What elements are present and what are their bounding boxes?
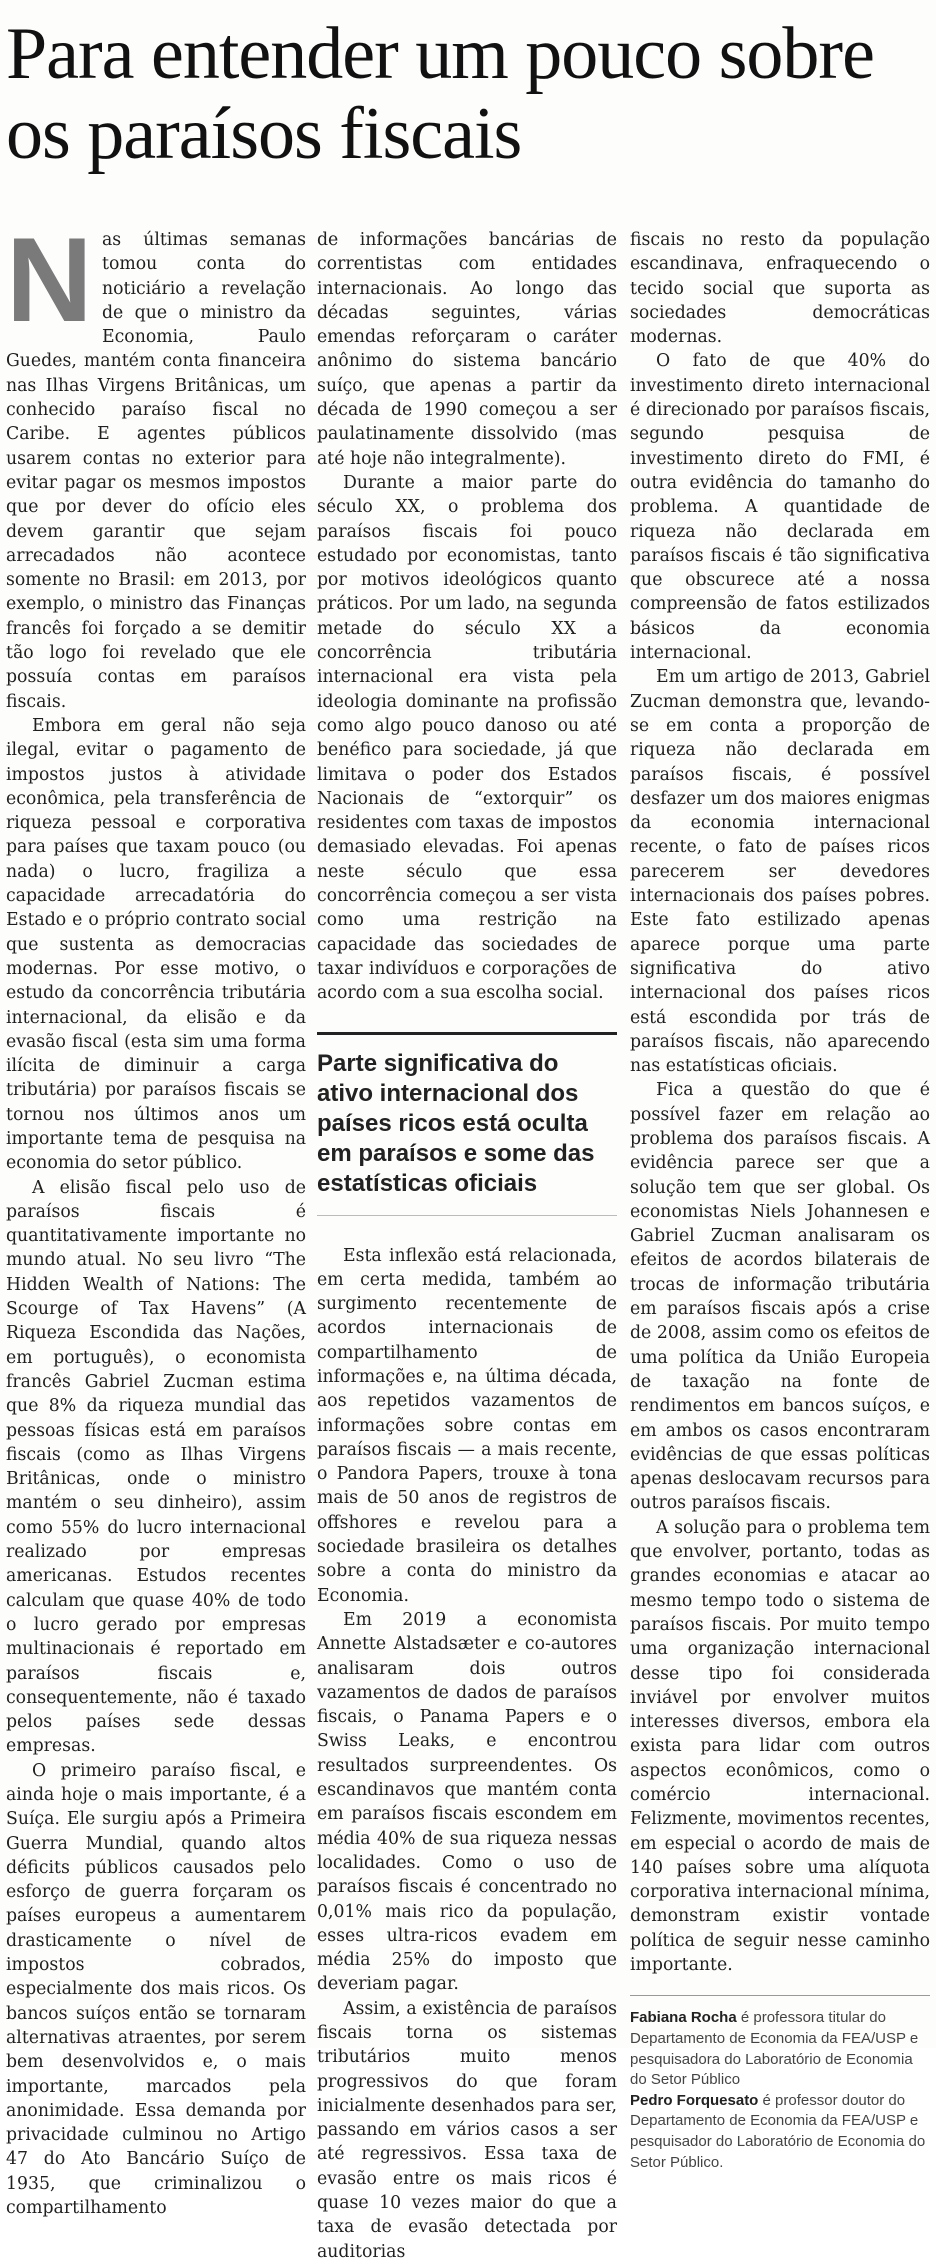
author-bios bbox=[630, 1995, 930, 2173]
author-bio bbox=[630, 2091, 930, 2173]
article-paragraph: Em 2019 a economista Annette Alstadsæter e co-autores analisaram dois outros vazamentos de dados de paraísos fiscais, o Panama Papers e o Swiss Leaks, e encontrou resultados surpreendentes. Os escandinavos que mantém conta em paraísos fiscais escondem em média 40% de sua riqueza nessas localidades. Como o uso de paraísos fiscais é concentrado no 0,01% mais rico da população, esses ultra-ricos evadem em média 25% do imposto que deveriam pagar. bbox=[317, 1609, 617, 1995]
article-column-2 bbox=[317, 228, 617, 2264]
article-paragraph: Esta inflexão está relacionada, em certa medida, também ao surgimento recentemente de acordos internacionais de compartilhamento de informações e, na última década, aos repetidos vazamentos de informações sobre contas em paraísos fiscais — a mais recente, o Pandora Papers, trouxe à tona mais de 50 anos de registros de offshores e revelou para a sociedade brasileira os detalhes sobre a conta do ministro da Economia. bbox=[317, 1245, 617, 1606]
article-paragraph: Embora em geral não seja ilegal, evitar o pagamento de impostos justos à atividade econômica, pela transferência de riqueza pessoal e corporativa para países que taxam pouco (ou nada) o lucro, fragiliza a capacidade arrecadatória do Estado e o próprio contrato social que sustenta as democracias modernas. Por esse motivo, o estudo da concorrência tributária internacional, da elisão e da evasão fiscal (esta sim uma forma ilícita de diminuir a carga tributária) por paraísos fiscais se tornou nos últimos anos um importante tema de pesquisa na economia do setor público. bbox=[6, 715, 306, 1174]
author-description: é professor doutor do Departamento de Economia da FEA/USP e pesquisador do Laboratório de Economia do Setor Público. bbox=[630, 2091, 926, 2171]
article-paragraph: A solução para o problema tem que envolver, portanto, todas as grandes economias e atacar ao mesmo tempo todo o sistema de paraísos fiscais. Por muito tempo uma organização internacional desse tipo foi considerada inviável por envolver muitos interesses diversos, embora ela exista para lidar com outros aspectos econômicos, como o comércio internacional. Felizmente, movimentos recentes, em especial o acordo de mais de 140 países sobre uma alíquota corporativa internacional mínima, demonstram existir vontade política de seguir nesse caminho importante. bbox=[630, 1517, 930, 1976]
article-paragraph: Durante a maior parte do século XX, o problema dos paraísos fiscais foi pouco estudado por economistas, tanto por motivos ideológicos quanto práticos. Por um lado, na segunda metade do século XX a concorrência tributária internacional era vista pela ideologia dominante na profissão como algo pouco danoso ou até benéfico para sociedade, já que limitava o poder dos Estados Nacionais de “extorquir” os residentes com taxas de impostos demasiado elevadas. Foi apenas neste século que essa concorrência começou a ser vista como uma restrição na capacidade das sociedades de taxar indivíduos e corporações de acordo com a sua escolha social. bbox=[317, 472, 617, 1004]
drop-cap: N bbox=[6, 213, 93, 347]
article-paragraph: Fica a questão do que é possível fazer em relação ao problema dos paraísos fiscais. A evidência parece ser que a solução tem que ser global. Os economistas Niels Johannesen e Gabriel Zucman analisaram os efeitos de acordos bilaterais de trocas de informação tributária em paraísos fiscais após a crise de 2008, assim como os efeitos de uma política da União Europeia de taxação na fonte de rendimentos em bancos suíços, e em ambos os casos encontraram evidências de que essas políticas apenas deslocavam recursos para outros paraísos fiscais. bbox=[630, 1080, 930, 1514]
article-paragraph: fiscais no resto da população escandinava, enfraquecendo o tecido social que suporta as sociedades democráticas modernas. bbox=[630, 230, 930, 348]
article-paragraph: de informações bancárias de correntistas com entidades internacionais. Ao longo das décadas seguintes, várias emendas reforçaram o caráter anônimo do sistema bancário suíço, que apenas a partir da década de 1990 começou a ser paulatinamente dissolvido (mas até hoje não integralmente). bbox=[317, 230, 617, 469]
article-paragraph: A elisão fiscal pelo uso de paraísos fiscais é quantitativamente importante no mundo atual. No seu livro “The Hidden Wealth of Nations: The Scourge of Tax Havens” (A Riqueza Escondida das Nações, em português), o economista francês Gabriel Zucman estima que 8% da riqueza mundial das pessoas físicas está em paraísos fiscais (como as Ilhas Virgens Britânicas, onde o ministro mantém o seu dinheiro), assim como 55% do lucro internacional realizado por empresas americanas. Estudos recentes calculam que quase 40% de todo o lucro gerado por empresas multinacionais é reportado em paraísos fiscais e, consequentemente, não é taxado pelos países sede dessas empresas. bbox=[6, 1177, 306, 1757]
pull-quote: Parte significativa do ativo internacional dos países ricos está oculta em paraísos e some das estatísticas oficiais bbox=[317, 1032, 617, 1216]
article-paragraph: Em um artigo de 2013, Gabriel Zucman demonstra que, levando-se em conta a proporção de riqueza não declarada em paraísos fiscais, é possível desfazer um dos maiores enigmas da economia internacional recente, o fato de países ricos parecerem ser devedores internacionais dos países pobres. Este fato estilizado apenas aparece porque uma parte significativa do ativo internacional dos países ricos está escondida por trás de paraísos fiscais, não aparecendo nas estatísticas oficiais. bbox=[630, 667, 930, 1077]
article-column-3 bbox=[630, 228, 930, 2173]
article-paragraph bbox=[6, 213, 306, 714]
article-paragraph: O fato de que 40% do investimento direto internacional é direcionado por paraísos fiscais, segundo pesquisa de investimento direto do FMI, é outra evidência do tamanho do problema. A quantidade de riqueza não declarada em paraísos fiscais é tão significativa que obscurece até a nossa compreensão de fatos estilizados básicos da economia internacional. bbox=[630, 351, 930, 664]
author-bio bbox=[630, 2008, 930, 2090]
article-paragraph: O primeiro paraíso fiscal, e ainda hoje o mais importante, é a Suíça. Ele surgiu após a Primeira Guerra Mundial, quando altos déficits públicos causados pelo esforço de guerra forçaram os países europeus a aumentarem drasticamente o nível de impostos cobrados, especialmente dos mais ricos. Os bancos suíços então se tornaram alternativas atraentes, por serem bem desenvolvidos e, o mais importante, marcados pela anonimidade. Essa demanda por privacidade culminou no Artigo 47 do Ato Bancário Suíço de 1935, que criminalizou o compartilhamento bbox=[6, 1760, 306, 2219]
article-paragraph: Assim, a existência de paraísos fiscais torna os sistemas tributários muito menos progressivos do que foram inicialmente desenhados para ser, passando em vários casos a ser até regressivos. Essa taxa de evasão entre os mais ricos é quase 10 vezes maior do que a taxa de evasão detectada por auditorias bbox=[317, 1998, 617, 2262]
author-description: é professora titular do Departamento de Economia da FEA/USP e pesquisadora do Laboratório de Economia do Setor Público bbox=[630, 2009, 919, 2089]
paragraph-text: as últimas semanas tomou conta do noticiário a revelação de que o ministro da Economia, Paulo Guedes, mantém conta financeira nas Ilhas Virgens Britânicas, um conhecido paraíso fiscal no Caribe. E agentes públicos usarem contas no exterior para evitar pagar os mesmos impostos que por dever do ofício eles devem garantir que sejam arrecadados não acontece somente no Brasil: em 2013, por exemplo, o ministro das Finanças francês foi forçado a se demitir tão logo foi revelado que ele possuía contas em paraísos fiscais. bbox=[6, 230, 306, 712]
author-name: Pedro Forquesato bbox=[630, 2091, 759, 2109]
article-column-1 bbox=[6, 213, 306, 2220]
author-name: Fabiana Rocha bbox=[630, 2009, 737, 2027]
article-headline: Para entender um pouco sobre os paraísos fiscais bbox=[6, 13, 874, 175]
